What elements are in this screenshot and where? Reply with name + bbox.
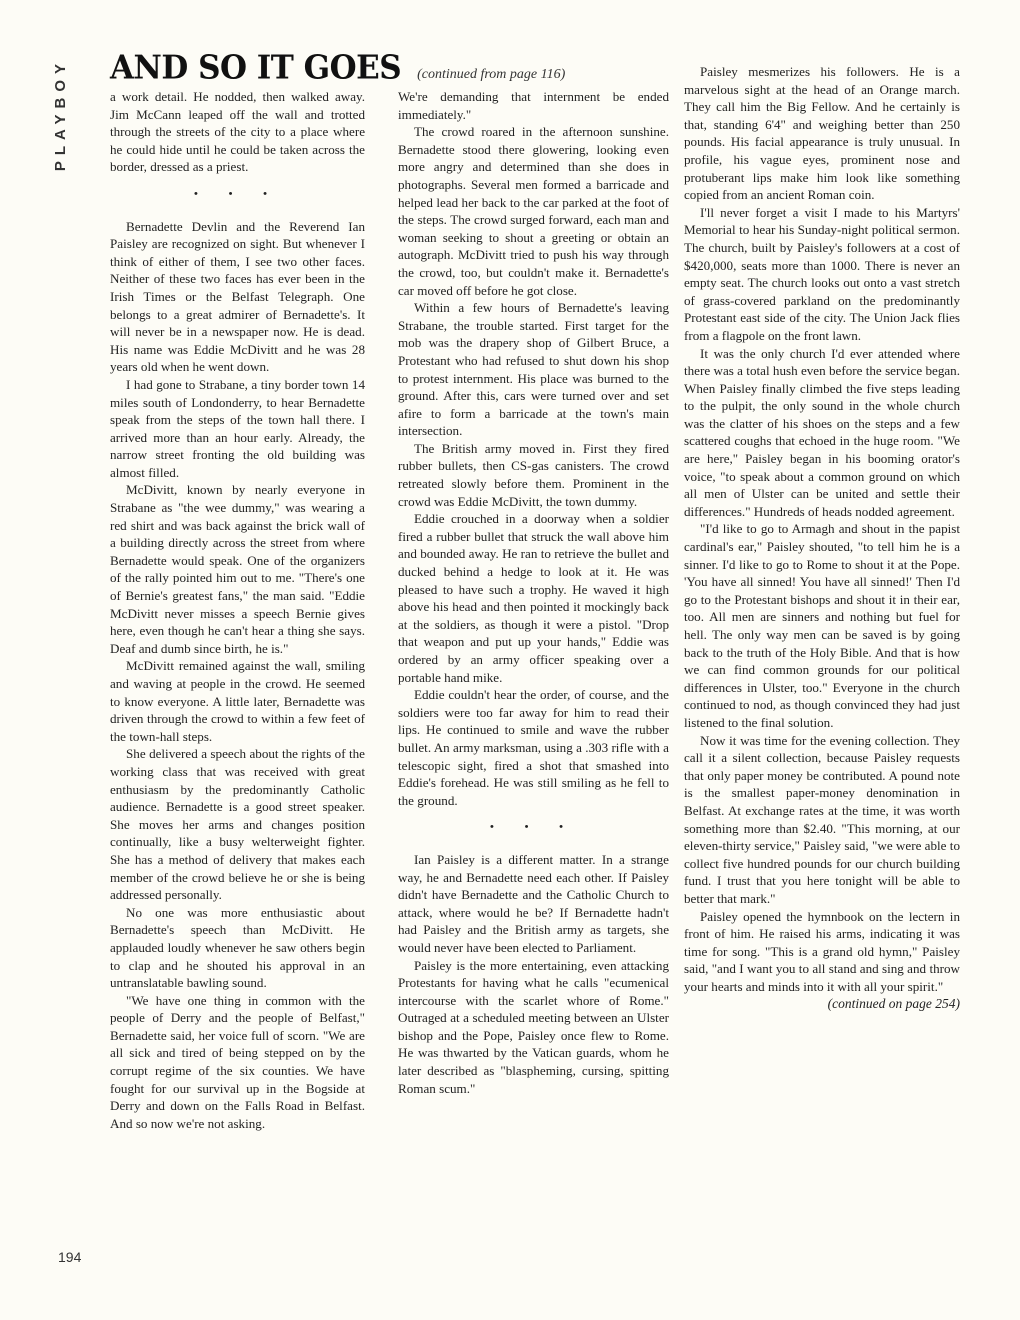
section-separator: • • •: [489, 821, 578, 834]
article-heading: [110, 49, 650, 87]
paragraph: She delivered a speech about the rights of the working class that was received with great enthusiasm by the predominantly Catholic audience. Bernadette is a good street speaker. She moves her arms and changes position continually, like a busy welterweight fighter. She has a method of delivery that makes each member of the crowd believe he or she is being addressed personally.: [110, 746, 365, 903]
paragraph: Ian Paisley is a different matter. In a strange way, he and Bernadette need each other. If Paisley didn't have Bernadette and the Catholic Church to attack, where would he be? If Bernadette hadn't had Paisley and the British army as targets, she would never have been elected to Parliament.: [398, 851, 669, 955]
paragraph: "I'd like to go to Armagh and shout in the papist cardinal's ear," Paisley shouted, "to tell him he is a sinner. I'd like to go to Rome to shout it at the Pope. 'You have all sinned! You have all sinned!' Then I'd go to the Protestant bishops and shout it in their ear, too. All men are sinners and nothing but fuel for hell. The only way men can be saved is by going back to the truth of the Holy Bible. And that is how we can find common grounds for our political differences in Ulster, too." Everyone in the church continued to nod, as though convinced they had just listened to the final solution.: [684, 521, 960, 730]
paragraph: Eddie couldn't hear the order, of course, and the soldiers were too far away for him to read their lips. He continued to smile and wave the rubber bullet. An army marksman, using a .303 rifle with a telescopic sight, fired a shot that smashed into Eddie's forehead. He was still smiling as he fell to the ground.: [398, 687, 669, 808]
section-separator: • • •: [193, 187, 282, 200]
page-number: 194: [58, 1249, 82, 1265]
continued-on-note: (continued on page 254): [827, 996, 960, 1012]
paragraph: "We have one thing in common with the people of Derry and the people of Belfast," Bernadette said, her voice full of scorn. "We are all sick and tired of being stepped on by the corrupt regime of the six counties. We have fought for our survival up in the Bogside at Derry and down on the Falls Road in Belfast. And so now we're not asking.: [110, 992, 365, 1131]
article-title: AND SO IT GOES: [110, 49, 402, 87]
paragraph: a work detail. He nodded, then walked away. Jim McCann leaped off the wall and trotted through the streets of the city to a place where he could hide until he could be taken across the border, dressed as a priest.: [110, 89, 365, 175]
paragraph: McDivitt remained against the wall, smiling and waving at people in the crowd. He seemed to know everyone. A little later, Bernadette was driven through the crowd to within a few feet of the town-hall steps.: [110, 658, 365, 744]
paragraph: I'll never forget a visit I made to his Martyrs' Memorial to hear his Sunday-night political sermon. The church, built by Paisley's followers at a cost of $420,000, seats more than 1000. There is never an empty seat. The church looks out onto a vast stretch of grass-covered parkland on the predominantly Protestant east side of the city. The Union Jack flies from a flagpole on the front lawn.: [684, 204, 960, 343]
paragraph: Paisley mesmerizes his followers. He is a marvelous sight at the head of an Orange march. They call him the Big Fellow. And he certainly is that, standing 6'4" and weighing better than 250 pounds. His facial appearance is truly unusual. In profile, his vague eyes, prominent nose and protuberant lips make him look like something copied from an ancient Roman coin.: [684, 64, 960, 203]
paragraph: Paisley opened the hymnbook on the lectern in front of him. He raised his arms, indicating it was time for song. "This is a grand old hymn," Paisley said, "and I want you to all stand and sing and throw your hearts and minds into it with all your spirit.": [684, 908, 960, 994]
column-2: [398, 88, 669, 1097]
column-3: [684, 63, 960, 1013]
paragraph: No one was more enthusiastic about Bernadette's speech than McDivitt. He applauded loudly whenever he saw others begin to clap and he shouted his approval in an untranslatable bawling sound.: [110, 904, 365, 991]
paragraph: We're demanding that internment be ended immediately.": [398, 89, 669, 122]
paragraph: Bernadette Devlin and the Reverend Ian Paisley are recognized on sight. But whenever I think of either of them, I see two other faces. Neither of these two faces has ever been in the Irish Times or the Belfast Telegraph. One belongs to a great admirer of Bernadette's. It will never be in a newspaper now. He is dead. His name was Eddie McDivitt and he was 28 years old when he went down.: [110, 218, 365, 375]
continued-from-note: (continued from page 116): [417, 67, 566, 82]
paragraph: Within a few hours of Bernadette's leaving Strabane, the trouble started. First target for the mob was the drapery shop of Gilbert Bruce, a Protestant who had refused to shut down his shop to protest internment. His place was burned to the ground. After this, cars were turned over and set afire to form a barricade at the town's main intersection.: [398, 300, 669, 439]
paragraph: Paisley is the more entertaining, even attacking Protestants for having what he calls "ecumenical intercourse with the scarlet whore of Rome." Outraged at a scheduled meeting between an Ulster bishop and the Pope, Paisley once flew to Rome. He was thwarted by the Vatican guards, whom he later described as "blaspheming, cursing, spitting Roman scum.": [398, 957, 669, 1096]
paragraph: It was the only church I'd ever attended where there was a total hush even before the service began. When Paisley finally climbed the five steps leading to the pulpit, the only sound in the whole church was the clatter of his shoes on the steps and a few scattered coughs that echoed in the huge room. "We are here," Paisley began in his booming orator's voice, "to speak about a common ground on which all men of Ulster can be united and settle their differences." Hundreds of heads nodded agreement.: [684, 345, 960, 519]
paragraph: Eddie crouched in a doorway when a soldier fired a rubber bullet that struck the wall above him and bounded away. He ran to retrieve the bullet and ducked behind a hedge to look at it. He was pleased to have such a trophy. He waved it high above his head and then pointed it mockingly back at the soldiers, as though it were a pistol. "Drop that weapon and put up your hands," Eddie was ordered by an army officer speaking over a portable hand mike.: [398, 511, 669, 685]
masthead-vertical: PLAYBOY: [52, 58, 69, 172]
paragraph: McDivitt, known by nearly everyone in Strabane as "the wee dummy," was wearing a red shirt and was back against the brick wall of a building directly across the street from where Bernadette would speak. One of the organizers of the rally pointed him out to me. "There's one of Bernie's greatest fans," the man said. "Eddie McDivitt never misses a speech Bernie gives here, even though he can't hear a thing she says. Deaf and dumb since birth, he is.": [110, 482, 365, 656]
paragraph: Now it was time for the evening collection. They call it a silent collection, because Paisley requests that only paper money be contributed. A pound note is the smallest paper-money denomination in Belfast. At exchange rates at the time, it was worth something more than $2.40. "This morning, at our eleven-thirty service," Paisley said, "we were able to collect five hundred pounds for our church building fund. I trust that you here tonight will be able to better that mark.": [684, 732, 960, 906]
paragraph: The crowd roared in the afternoon sunshine. Bernadette stood there glowering, looking even more angry and determined than she does in photographs. Several men formed a barricade and helped lead her back to the car parked at the foot of the steps. The crowd surged forward, each man and woman seeking to shout a greeting or obtain an autograph. McDivitt tried to push his way through the crowd, too, but couldn't make it. Bernadette's car moved off before he got close.: [398, 124, 669, 298]
column-1: [110, 88, 365, 1132]
paragraph: I had gone to Strabane, a tiny border town 14 miles south of Londonderry, to hear Bernadette speak from the steps of the town hall there. I arrived more than an hour early. Already, the narrow street fronting the old building was almost filled.: [110, 376, 365, 480]
paragraph: The British army moved in. First they fired rubber bullets, then CS-gas canisters. The crowd retreated slowly before them. Prominent in the crowd was Eddie McDivitt, the town dummy.: [398, 440, 669, 509]
